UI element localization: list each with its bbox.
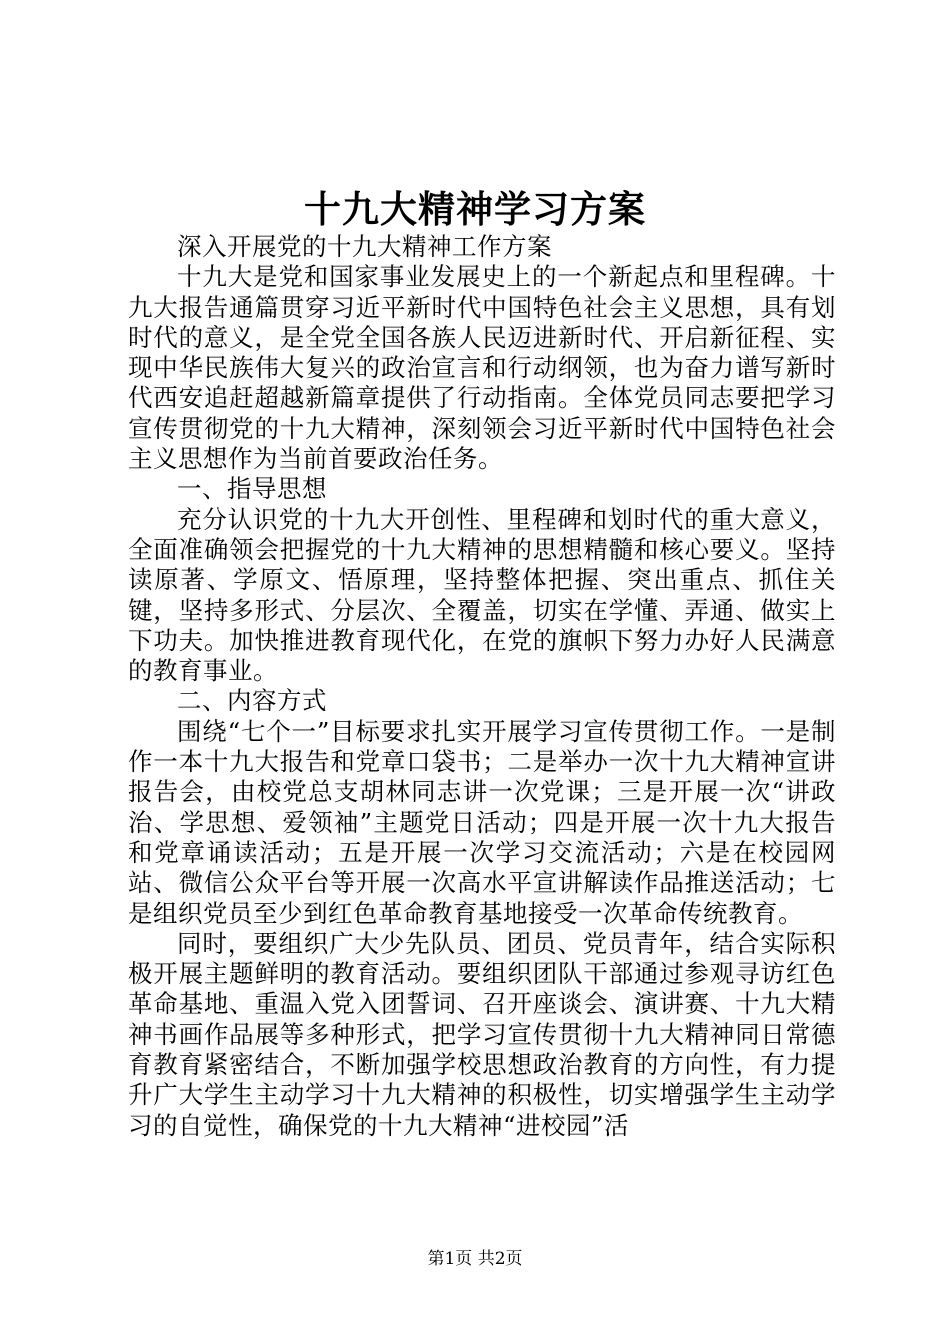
- document-title: 十九大精神学习方案: [304, 187, 646, 231]
- section-heading-content-method: 二、内容方式: [177, 686, 327, 716]
- paragraph-guiding-ideology: 充分认识党的十九大开创性、里程碑和划时代的重大意义，全面准确领会把握党的十九大精神的思想精髓和核心要义。坚持读原著、学原文、悟原理，坚持整体把握、突出重点、抓住关键，坚持多形式、分层次、全覆盖，切实在学懂、弄通、做实上下功夫。加快推进教育现代化，在党的旗帜下努力办好人民满意的教育事业。: [128, 504, 836, 686]
- document-subtitle: 深入开展党的十九大精神工作方案: [177, 232, 552, 261]
- page-number-footer: 第1页 共2页: [427, 1249, 523, 1269]
- paragraph-intro: 十九大是党和国家事业发展史上的一个新起点和里程碑。十九大报告通篇贯穿习近平新时代中国特色社会主义思想，具有划时代的意义，是全党全国各族人民迈进新时代、开启新征程、实现中华民族伟大复兴的政治宣言和行动纲领，也为奋力谱写新时代西安追赶超越新篇章提供了行动指南。全体党员同志要把学习宣传贯彻党的十九大精神，深刻领会习近平新时代中国特色社会主义思想作为当前首要政治任务。: [128, 262, 836, 474]
- document-body: [128, 232, 836, 1141]
- section-heading-guiding-ideology: 一、指导思想: [177, 474, 327, 504]
- paragraph-seven-ones: 围绕“七个一”目标要求扎实开展学习宣传贯彻工作。一是制作一本十九大报告和党章口袋书；二是举办一次十九大精神宣讲报告会，由校党总支胡林同志讲一次党课；三是开展一次“讲政治、学思想、爱领袖”主题党日活动；四是开展一次十九大报告和党章诵读活动；五是开展一次学习交流活动；六是在校园网站、微信公众平台等开展一次高水平宣讲解读作品推送活动；七是组织党员至少到红色革命教育基地接受一次革命传统教育。: [128, 716, 836, 928]
- paragraph-activities: 同时，要组织广大少先队员、团员、党员青年，结合实际积极开展主题鲜明的教育活动。要组织团队干部通过参观寻访红色革命基地、重温入党入团誓词、召开座谈会、演讲赛、十九大精神书画作品展等多种形式，把学习宣传贯彻十九大精神同日常德育教育紧密结合，不断加强学校思想政治教育的方向性，有力提升广大学生主动学习十九大精神的积极性，切实增强学生主动学习的自觉性，确保党的十九大精神“进校园”活: [128, 928, 836, 1140]
